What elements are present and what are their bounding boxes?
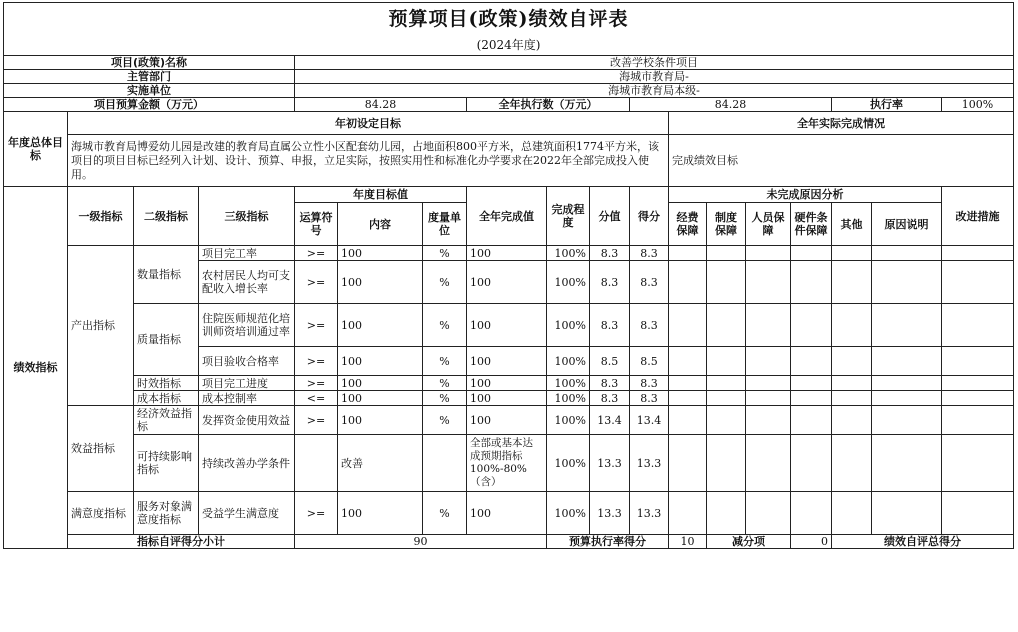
annual-goal-label: 年度总体目标 — [4, 112, 68, 187]
rate-label: 执行率 — [832, 98, 942, 112]
total-label: 绩效自评总得分 — [832, 535, 1014, 549]
col-reason-other: 其他 — [832, 203, 872, 246]
table-row — [4, 304, 1014, 347]
col-reason-hardware: 硬件条件保障 — [791, 203, 832, 246]
level2-sustain: 可持续影响指标 — [134, 435, 199, 492]
col-level1: 一级指标 — [68, 187, 134, 246]
degree: 100% — [547, 435, 590, 492]
operator: >= — [295, 246, 338, 261]
completed-value: 100 — [467, 406, 547, 435]
indicator-name: 发挥资金使用效益 — [199, 406, 295, 435]
unit — [423, 435, 467, 492]
table-row — [4, 376, 1014, 391]
operator — [295, 435, 338, 492]
unit: % — [423, 304, 467, 347]
level2-quantity: 数量指标 — [134, 246, 199, 304]
target-content: 100 — [338, 406, 423, 435]
report-year: (2024年度) — [4, 36, 1014, 56]
degree: 100% — [547, 347, 590, 376]
unit-label: 实施单位 — [4, 84, 295, 98]
col-reason-fund: 经费保障 — [669, 203, 707, 246]
table-row — [4, 391, 1014, 406]
col-score: 得分 — [630, 187, 669, 246]
completed-value: 100 — [467, 347, 547, 376]
score: 8.3 — [630, 376, 669, 391]
completed-value: 100 — [467, 261, 547, 304]
dept-label: 主管部门 — [4, 70, 295, 84]
unit: % — [423, 376, 467, 391]
subtotal-label: 指标自评得分小计 — [68, 535, 295, 549]
subtotal-value: 90 — [295, 535, 547, 549]
unit: % — [423, 347, 467, 376]
operator: >= — [295, 304, 338, 347]
target-content: 100 — [338, 246, 423, 261]
page-title: 预算项目(政策)绩效自评表 — [4, 3, 1014, 37]
col-score-value: 分值 — [590, 187, 630, 246]
degree: 100% — [547, 492, 590, 535]
executed-label: 全年执行数（万元） — [467, 98, 630, 112]
project-name-label: 项目(政策)名称 — [4, 56, 295, 70]
col-content: 内容 — [338, 203, 423, 246]
level2-quality: 质量指标 — [134, 304, 199, 376]
indicator-name: 住院医师规范化培训师资培训通过率 — [199, 304, 295, 347]
operator: <= — [295, 391, 338, 406]
score-value: 8.3 — [590, 391, 630, 406]
level2-time: 时效指标 — [134, 376, 199, 391]
table-row — [4, 406, 1014, 435]
executed-value: 84.28 — [630, 98, 832, 112]
evaluation-table — [3, 2, 1014, 549]
unit: % — [423, 406, 467, 435]
completed-value: 100 — [467, 391, 547, 406]
score: 13.3 — [630, 435, 669, 492]
project-name: 改善学校条件项目 — [295, 56, 1014, 70]
operator: >= — [295, 261, 338, 304]
level1-output: 产出指标 — [68, 246, 134, 406]
degree: 100% — [547, 304, 590, 347]
score-value: 8.3 — [590, 304, 630, 347]
indicator-name: 持续改善办学条件 — [199, 435, 295, 492]
budget-score-label: 预算执行率得分 — [547, 535, 669, 549]
indicator-name: 农村居民人均可支配收入增长率 — [199, 261, 295, 304]
deduct-label: 减分项 — [707, 535, 791, 549]
score-value: 8.3 — [590, 376, 630, 391]
col-reason-desc: 原因说明 — [872, 203, 942, 246]
col-completed: 全年完成值 — [467, 187, 547, 246]
col-level3: 三级指标 — [199, 187, 295, 246]
score: 8.5 — [630, 347, 669, 376]
budget-value: 84.28 — [295, 98, 467, 112]
table-row — [4, 435, 1014, 492]
degree: 100% — [547, 376, 590, 391]
col-target-group: 年度目标值 — [295, 187, 467, 203]
operator: >= — [295, 492, 338, 535]
level2-economic: 经济效益指标 — [134, 406, 199, 435]
indicator-name: 项目验收合格率 — [199, 347, 295, 376]
col-measures: 改进措施 — [942, 187, 1014, 246]
indicator-name: 受益学生满意度 — [199, 492, 295, 535]
operator: >= — [295, 376, 338, 391]
completed-value: 100 — [467, 246, 547, 261]
score: 8.3 — [630, 304, 669, 347]
initial-goal-header: 年初设定目标 — [68, 112, 669, 135]
score-value: 8.3 — [590, 246, 630, 261]
table-row — [4, 246, 1014, 261]
score-value: 13.3 — [590, 435, 630, 492]
performance-indicator-label: 绩效指标 — [4, 187, 68, 549]
target-content: 100 — [338, 376, 423, 391]
deduct-value: 0 — [791, 535, 832, 549]
target-content: 100 — [338, 304, 423, 347]
score: 13.4 — [630, 406, 669, 435]
level2-service: 服务对象满意度指标 — [134, 492, 199, 535]
target-content: 100 — [338, 347, 423, 376]
target-content: 100 — [338, 261, 423, 304]
degree: 100% — [547, 261, 590, 304]
col-level2: 二级指标 — [134, 187, 199, 246]
score-value: 8.3 — [590, 261, 630, 304]
level1-benefit: 效益指标 — [68, 406, 134, 492]
score: 13.3 — [630, 492, 669, 535]
level1-satisfaction: 满意度指标 — [68, 492, 134, 535]
col-unit: 度量单位 — [423, 203, 467, 246]
unit: % — [423, 246, 467, 261]
table-row — [4, 492, 1014, 535]
score-value: 13.4 — [590, 406, 630, 435]
unit: % — [423, 391, 467, 406]
operator: >= — [295, 406, 338, 435]
score: 8.3 — [630, 246, 669, 261]
degree: 100% — [547, 406, 590, 435]
col-reason-staff: 人员保障 — [746, 203, 791, 246]
col-reason-group: 未完成原因分析 — [669, 187, 942, 203]
unit: % — [423, 261, 467, 304]
unit: % — [423, 492, 467, 535]
target-content: 100 — [338, 391, 423, 406]
rate-value: 100% — [942, 98, 1014, 112]
indicator-name: 项目完工进度 — [199, 376, 295, 391]
col-degree: 完成程度 — [547, 187, 590, 246]
budget-label: 项目预算金额（万元） — [4, 98, 295, 112]
unit-value: 海城市教育局本级- — [295, 84, 1014, 98]
completed-value: 100 — [467, 376, 547, 391]
actual-completion-header: 全年实际完成情况 — [669, 112, 1014, 135]
target-content: 100 — [338, 492, 423, 535]
operator: >= — [295, 347, 338, 376]
degree: 100% — [547, 391, 590, 406]
col-operator: 运算符号 — [295, 203, 338, 246]
level2-cost: 成本指标 — [134, 391, 199, 406]
score-value: 8.5 — [590, 347, 630, 376]
indicator-name: 项目完工率 — [199, 246, 295, 261]
budget-score-value: 10 — [669, 535, 707, 549]
performance-evaluation-sheet — [3, 2, 1013, 549]
score-value: 13.3 — [590, 492, 630, 535]
completed-value: 100 — [467, 304, 547, 347]
completed-value: 100 — [467, 492, 547, 535]
score: 8.3 — [630, 391, 669, 406]
initial-goal-text: 海城市教育局博爱幼儿园是改建的教育局直属公立性小区配套幼儿园，占地面积800平方米，总建筑面积1774平方米，该项目的项目目标已经列入计划、设计、预算、申报，立足实际，按照实用性和标准化办学要求在2022年全部完成投入使用。 — [68, 135, 669, 187]
completed-value: 全部或基本达成预期指标100%-80%（含） — [467, 435, 547, 492]
score: 8.3 — [630, 261, 669, 304]
target-content: 改善 — [338, 435, 423, 492]
dept-value: 海城市教育局- — [295, 70, 1014, 84]
indicator-name: 成本控制率 — [199, 391, 295, 406]
actual-completion-text: 完成绩效目标 — [669, 135, 1014, 187]
degree: 100% — [547, 246, 590, 261]
col-reason-system: 制度保障 — [707, 203, 746, 246]
